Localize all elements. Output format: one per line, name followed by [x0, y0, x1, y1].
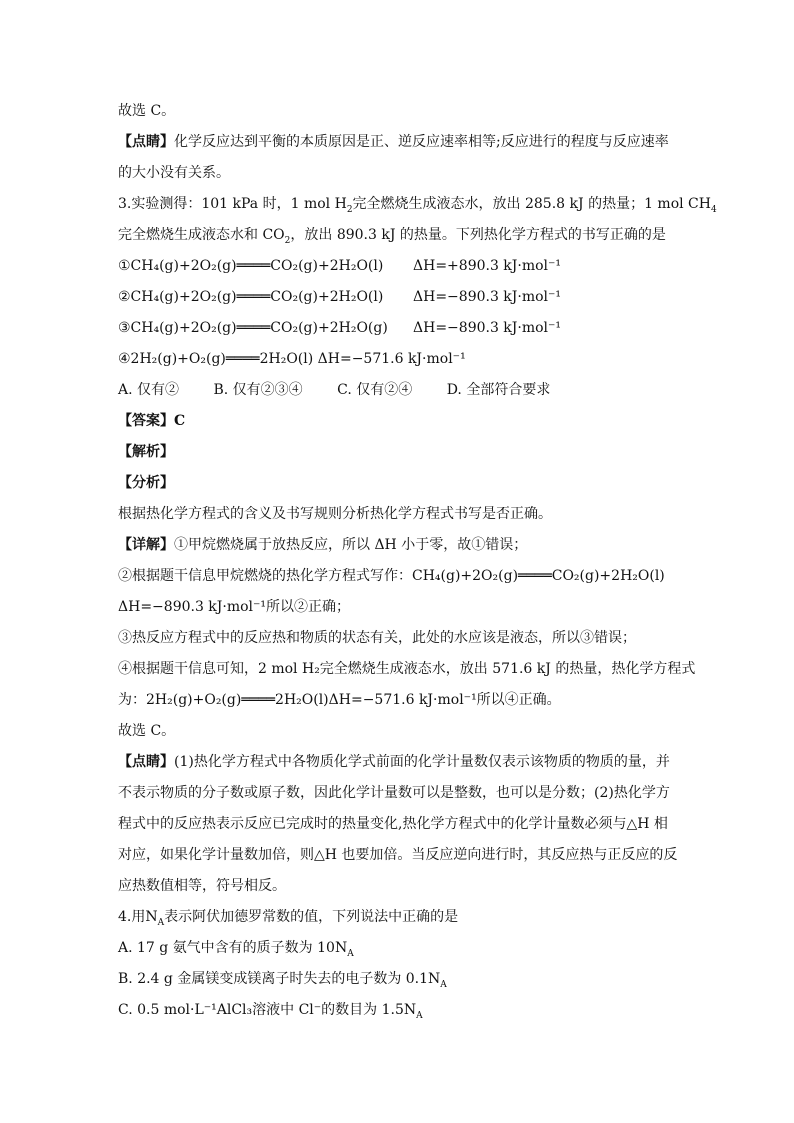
- option-a: A. 仅有②: [118, 382, 180, 398]
- equation-enthalpy: ΔH=+890.3 kJ·mol⁻¹: [413, 258, 562, 274]
- option-b: B. 仅有②③④: [213, 382, 303, 398]
- tag-dianjing: 【点睛】: [118, 754, 174, 770]
- question-3-stem-cont: [118, 220, 688, 251]
- text-line: 故选 C。: [118, 103, 176, 119]
- equation-2: [118, 282, 688, 313]
- question-4-option-a: [118, 933, 688, 964]
- question-3-stem: [118, 189, 717, 220]
- equation-left: ③CH₄(g)+2O₂(g)════CO₂(g)+2H₂O(g): [118, 320, 388, 336]
- subscript: 2: [284, 235, 291, 246]
- option-c: C. 仅有②④: [337, 382, 413, 398]
- dianjing-line: 程式中的反应热表示反应已完成时的热量变化,热化学方程式中的化学计量数必须与△H 相: [118, 816, 668, 832]
- text-span: 表示阿伏加德罗常数的值，下列说法中正确的是: [164, 909, 459, 925]
- text-span: 化学反应达到平衡的本质原因是正、逆反应速率相等;反应进行的程度与反应速率: [174, 134, 669, 150]
- text-span: 4.用N: [118, 909, 158, 925]
- text-line: 的大小没有关系。: [118, 165, 230, 181]
- equation-4: ④2H₂(g)+O₂(g)════2H₂O(l) ΔH=−571.6 kJ·mol⁻¹: [118, 351, 466, 367]
- analysis-heading: 【解析】: [118, 444, 174, 460]
- question-4-option-c: [118, 995, 688, 1026]
- text-span: 完全燃烧生成液态水，放出 285.8 kJ 的热量；1 mol CH: [352, 196, 711, 212]
- subscript: A: [416, 1010, 423, 1021]
- detail-line: ④根据题干信息可知，2 mol H₂完全燃烧生成液态水，放出 571.6 kJ 的热量，热化学方程式: [118, 661, 696, 677]
- text-span: C. 0.5 mol·L⁻¹AlCl₃溶液中 Cl⁻的数目为 1.5N: [118, 1002, 417, 1018]
- equation-enthalpy: ΔH=−890.3 kJ·mol⁻¹: [413, 289, 562, 305]
- equation-enthalpy: ΔH=−890.3 kJ·mol⁻¹: [413, 320, 562, 336]
- dianjing-line: [118, 747, 688, 778]
- document-page: [118, 96, 717, 1026]
- dianjing-line: 应热数值相等，符号相反。: [118, 878, 286, 894]
- options-row: [118, 375, 688, 406]
- subscript: 4: [710, 204, 717, 215]
- text-span: (1)热化学方程式中各物质化学式前面的化学计量数仅表示该物质的物质的量，并: [174, 754, 670, 770]
- dianjing-line: 对应，如果化学计量数加倍，则△H 也要加倍。当反应逆向进行时，其反应热与正反应的反: [118, 847, 678, 863]
- dianjing-line: 不表示物质的分子数或原子数，因此化学计量数可以是整数，也可以是分数；(2)热化学方: [118, 785, 670, 801]
- question-4-option-b: [118, 964, 688, 995]
- equation-left: ②CH₄(g)+2O₂(g)════CO₂(g)+2H₂O(l): [118, 289, 384, 305]
- equation-3: [118, 313, 688, 344]
- detail-line: ΔH=−890.3 kJ·mol⁻¹所以②正确；: [118, 599, 351, 615]
- text-span: ①甲烷燃烧属于放热反应，所以 ΔH 小于零，故①错误；: [174, 537, 528, 553]
- text-line: 故选 C。: [118, 723, 176, 739]
- detail-line: ③热反应方程式中的反应热和物质的状态有关，此处的水应该是液态，所以③错误；: [118, 630, 636, 646]
- tag-detail: 【详解】: [118, 537, 174, 553]
- subscript: 2: [346, 204, 353, 215]
- text-span: 完全燃烧生成液态水和 CO: [118, 227, 285, 243]
- text-line: [118, 127, 688, 158]
- question-4-stem: [118, 902, 688, 933]
- detail-line: ②根据题干信息甲烷燃烧的热化学方程式写作：CH₄(g)+2O₂(g)════CO₂(g)+2H₂O(l): [118, 568, 665, 584]
- equation-1: [118, 251, 688, 282]
- subscript: A: [347, 948, 354, 959]
- fenxi-text: 根据热化学方程式的含义及书写规则分析热化学方程式书写是否正确。: [118, 506, 552, 522]
- text-span: 3.实验测得：101 kPa 时，1 mol H: [118, 196, 347, 212]
- text-span: ，放出 890.3 kJ 的热量。下列热化学方程式的书写正确的是: [290, 227, 666, 243]
- tag-dianjing: 【点睛】: [118, 134, 174, 150]
- subscript: A: [157, 917, 165, 928]
- detail-line: 为：2H₂(g)+O₂(g)════2H₂O(l)ΔH=−571.6 kJ·mol⁻¹所以④正确。: [118, 692, 561, 708]
- fenxi-heading: 【分析】: [118, 475, 174, 491]
- subscript: A: [440, 979, 447, 990]
- detail-line: [118, 530, 688, 561]
- option-d: D. 全部符合要求: [446, 382, 551, 398]
- text-span: A. 17 g 氨气中含有的质子数为 10N: [118, 940, 348, 956]
- equation-left: ①CH₄(g)+2O₂(g)════CO₂(g)+2H₂O(l): [118, 258, 384, 274]
- text-span: B. 2.4 g 金属镁变成镁离子时失去的电子数为 0.1N: [118, 971, 441, 987]
- answer-line: 【答案】C: [118, 413, 186, 429]
